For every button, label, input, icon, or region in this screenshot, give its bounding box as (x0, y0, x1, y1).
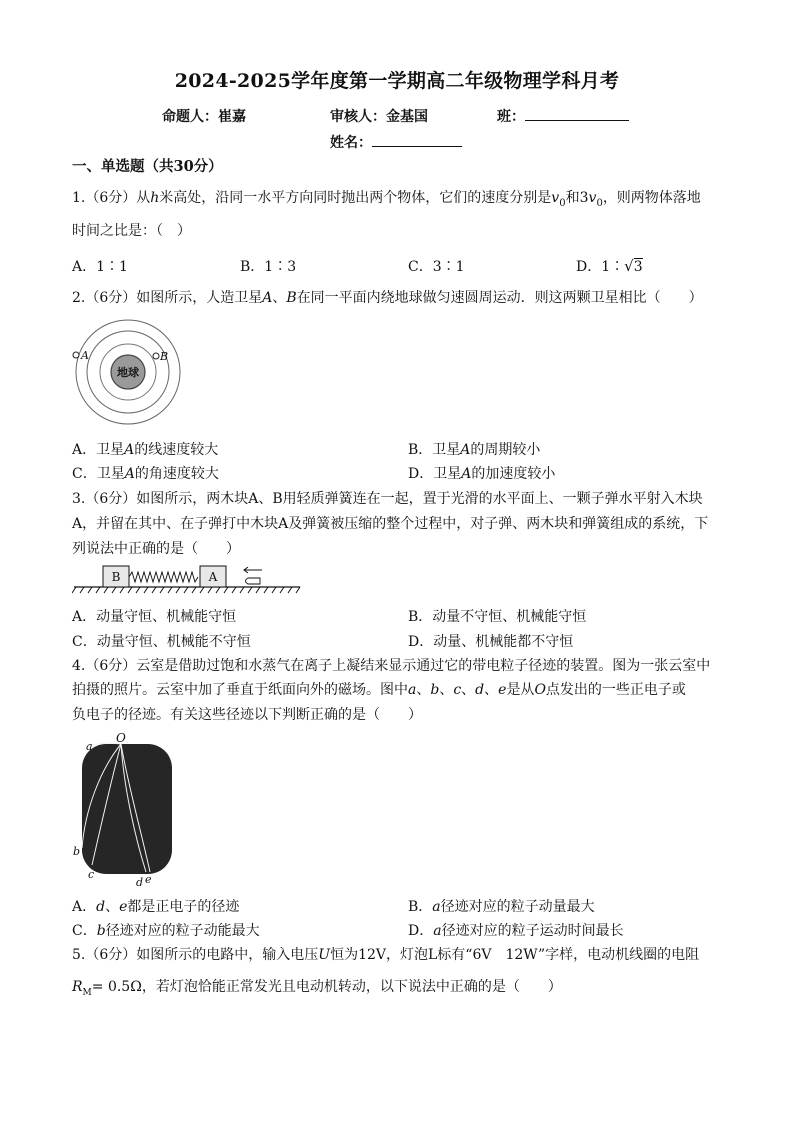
class-label: 班： (497, 109, 525, 125)
question-3-stem-line1: 3.（6分）如图所示，两木块A、B用轻质弹簧连在一起，置于光滑的水平面上、一颗子弹水平射入木块 (72, 491, 703, 507)
question-2-stem: 2.（6分）如图所示，人造卫星A、B在同一平面内绕地球做匀速圆周运动．则这两颗卫星相比（ ） (72, 290, 703, 306)
q2-option-b[interactable]: B．卫星A的周期较小 (408, 442, 541, 458)
question-5-stem-line1: 5.（6分）如图所示的电路中，输入电压U恒为12V，灯泡L标有“6V 12W”字样，电动机线圈的电阻 (72, 947, 700, 963)
name-label: 姓名： (330, 135, 372, 151)
spring (129, 572, 198, 582)
satellite-a-dot (73, 352, 79, 358)
name-field[interactable] (330, 132, 462, 152)
setter-label: 命题人：崔嘉 (162, 109, 246, 125)
bullet (246, 578, 261, 584)
q4-option-c[interactable]: C．b径迹对应的粒子动能最大 (72, 923, 260, 939)
q3-option-b[interactable]: B．动量不守恒、机械能守恒 (408, 609, 587, 625)
question-1-stem: 1.（6分）从h米高处，沿同一水平方向同时抛出两个物体，它们的速度分别是$v_0$和$3v_0$，则两物体落地 (72, 190, 701, 209)
ground-hatching (72, 587, 300, 593)
earth-label: 地球 (117, 366, 139, 379)
question-3-stem-line2: A，并留在其中、在子弹打中木块A及弹簧被压缩的整个过程中，对子弹、两木块和弹簧组成的系统，下 (72, 516, 709, 532)
class-field[interactable] (497, 106, 629, 126)
spring-block-figure (72, 562, 304, 598)
reviewer-label: 审核人：金基国 (330, 109, 428, 125)
cloud-chamber-figure (72, 730, 176, 890)
block-a-label: A (208, 570, 218, 584)
question-4-stem-line2: 拍摄的照片。云室中加了垂直于纸面向外的磁场。图中a、b、c、d、e是从O点发出的一些正电子或 (72, 682, 686, 698)
satellite-b-dot (153, 353, 159, 359)
q2-option-d[interactable]: D．卫星A的加速度较小 (408, 466, 556, 482)
class-blank[interactable] (525, 106, 629, 121)
q3-option-d[interactable]: D．动量、机械能都不守恒 (408, 634, 574, 650)
q2-option-a[interactable]: A．卫星A的线速度较大 (72, 442, 219, 458)
q1-option-d[interactable]: D．1∶√3 (576, 257, 643, 275)
q1-option-a[interactable]: A．1∶1 (72, 259, 128, 275)
track-a-label: a (86, 740, 93, 753)
block-b-label: B (111, 570, 121, 584)
question-4-stem-line3: 负电子的径迹。有关这些径迹以下判断正确的是（ ） (72, 707, 422, 723)
q3-option-c[interactable]: C．动量守恒、机械能不守恒 (72, 634, 251, 650)
question-3-stem-line3: 列说法中正确的是（ ） (72, 541, 240, 557)
track-c-label: c (88, 868, 95, 881)
q4-option-a[interactable]: A．d、e都是正电子的径迹 (72, 899, 240, 915)
question-4-stem-line1: 4.（6分）云室是借助过饱和水蒸气在离子上凝结来显示通过它的带电粒子径迹的装置。图为一张云室中 (72, 658, 711, 674)
q4-option-b[interactable]: B．a径迹对应的粒子动量最大 (408, 899, 595, 915)
track-b-label: b (73, 845, 81, 858)
question-5-stem-line2: $R_M= 0.5\Omega$，若灯泡恰能正常发光且电动机转动，以下说法中正确的是（ ） (72, 979, 562, 998)
q4-option-d[interactable]: D．a径迹对应的粒子运动时间最长 (408, 923, 624, 939)
chamber-body (82, 744, 172, 874)
satellite-orbit-figure (72, 318, 184, 428)
exam-title: 2024-2025学年度第一学期高二年级物理学科月考 (174, 70, 620, 92)
track-d-label: d (136, 876, 144, 889)
track-e-label: e (145, 873, 152, 886)
q1-option-b[interactable]: B．1∶3 (240, 259, 297, 275)
name-blank[interactable] (372, 132, 462, 147)
q1-option-c[interactable]: C．3∶1 (408, 259, 465, 275)
q2-option-c[interactable]: C．卫星A的角速度较大 (72, 466, 219, 482)
satellite-a-label: A (81, 349, 89, 362)
origin-label: O (116, 731, 126, 745)
section-heading: 一、单选题（共30分） (72, 158, 223, 175)
satellite-b-label: B (160, 350, 169, 363)
q3-option-a[interactable]: A．动量守恒、机械能守恒 (72, 609, 237, 625)
question-1-stem-line2: 时间之比是：（ ） (72, 223, 191, 239)
